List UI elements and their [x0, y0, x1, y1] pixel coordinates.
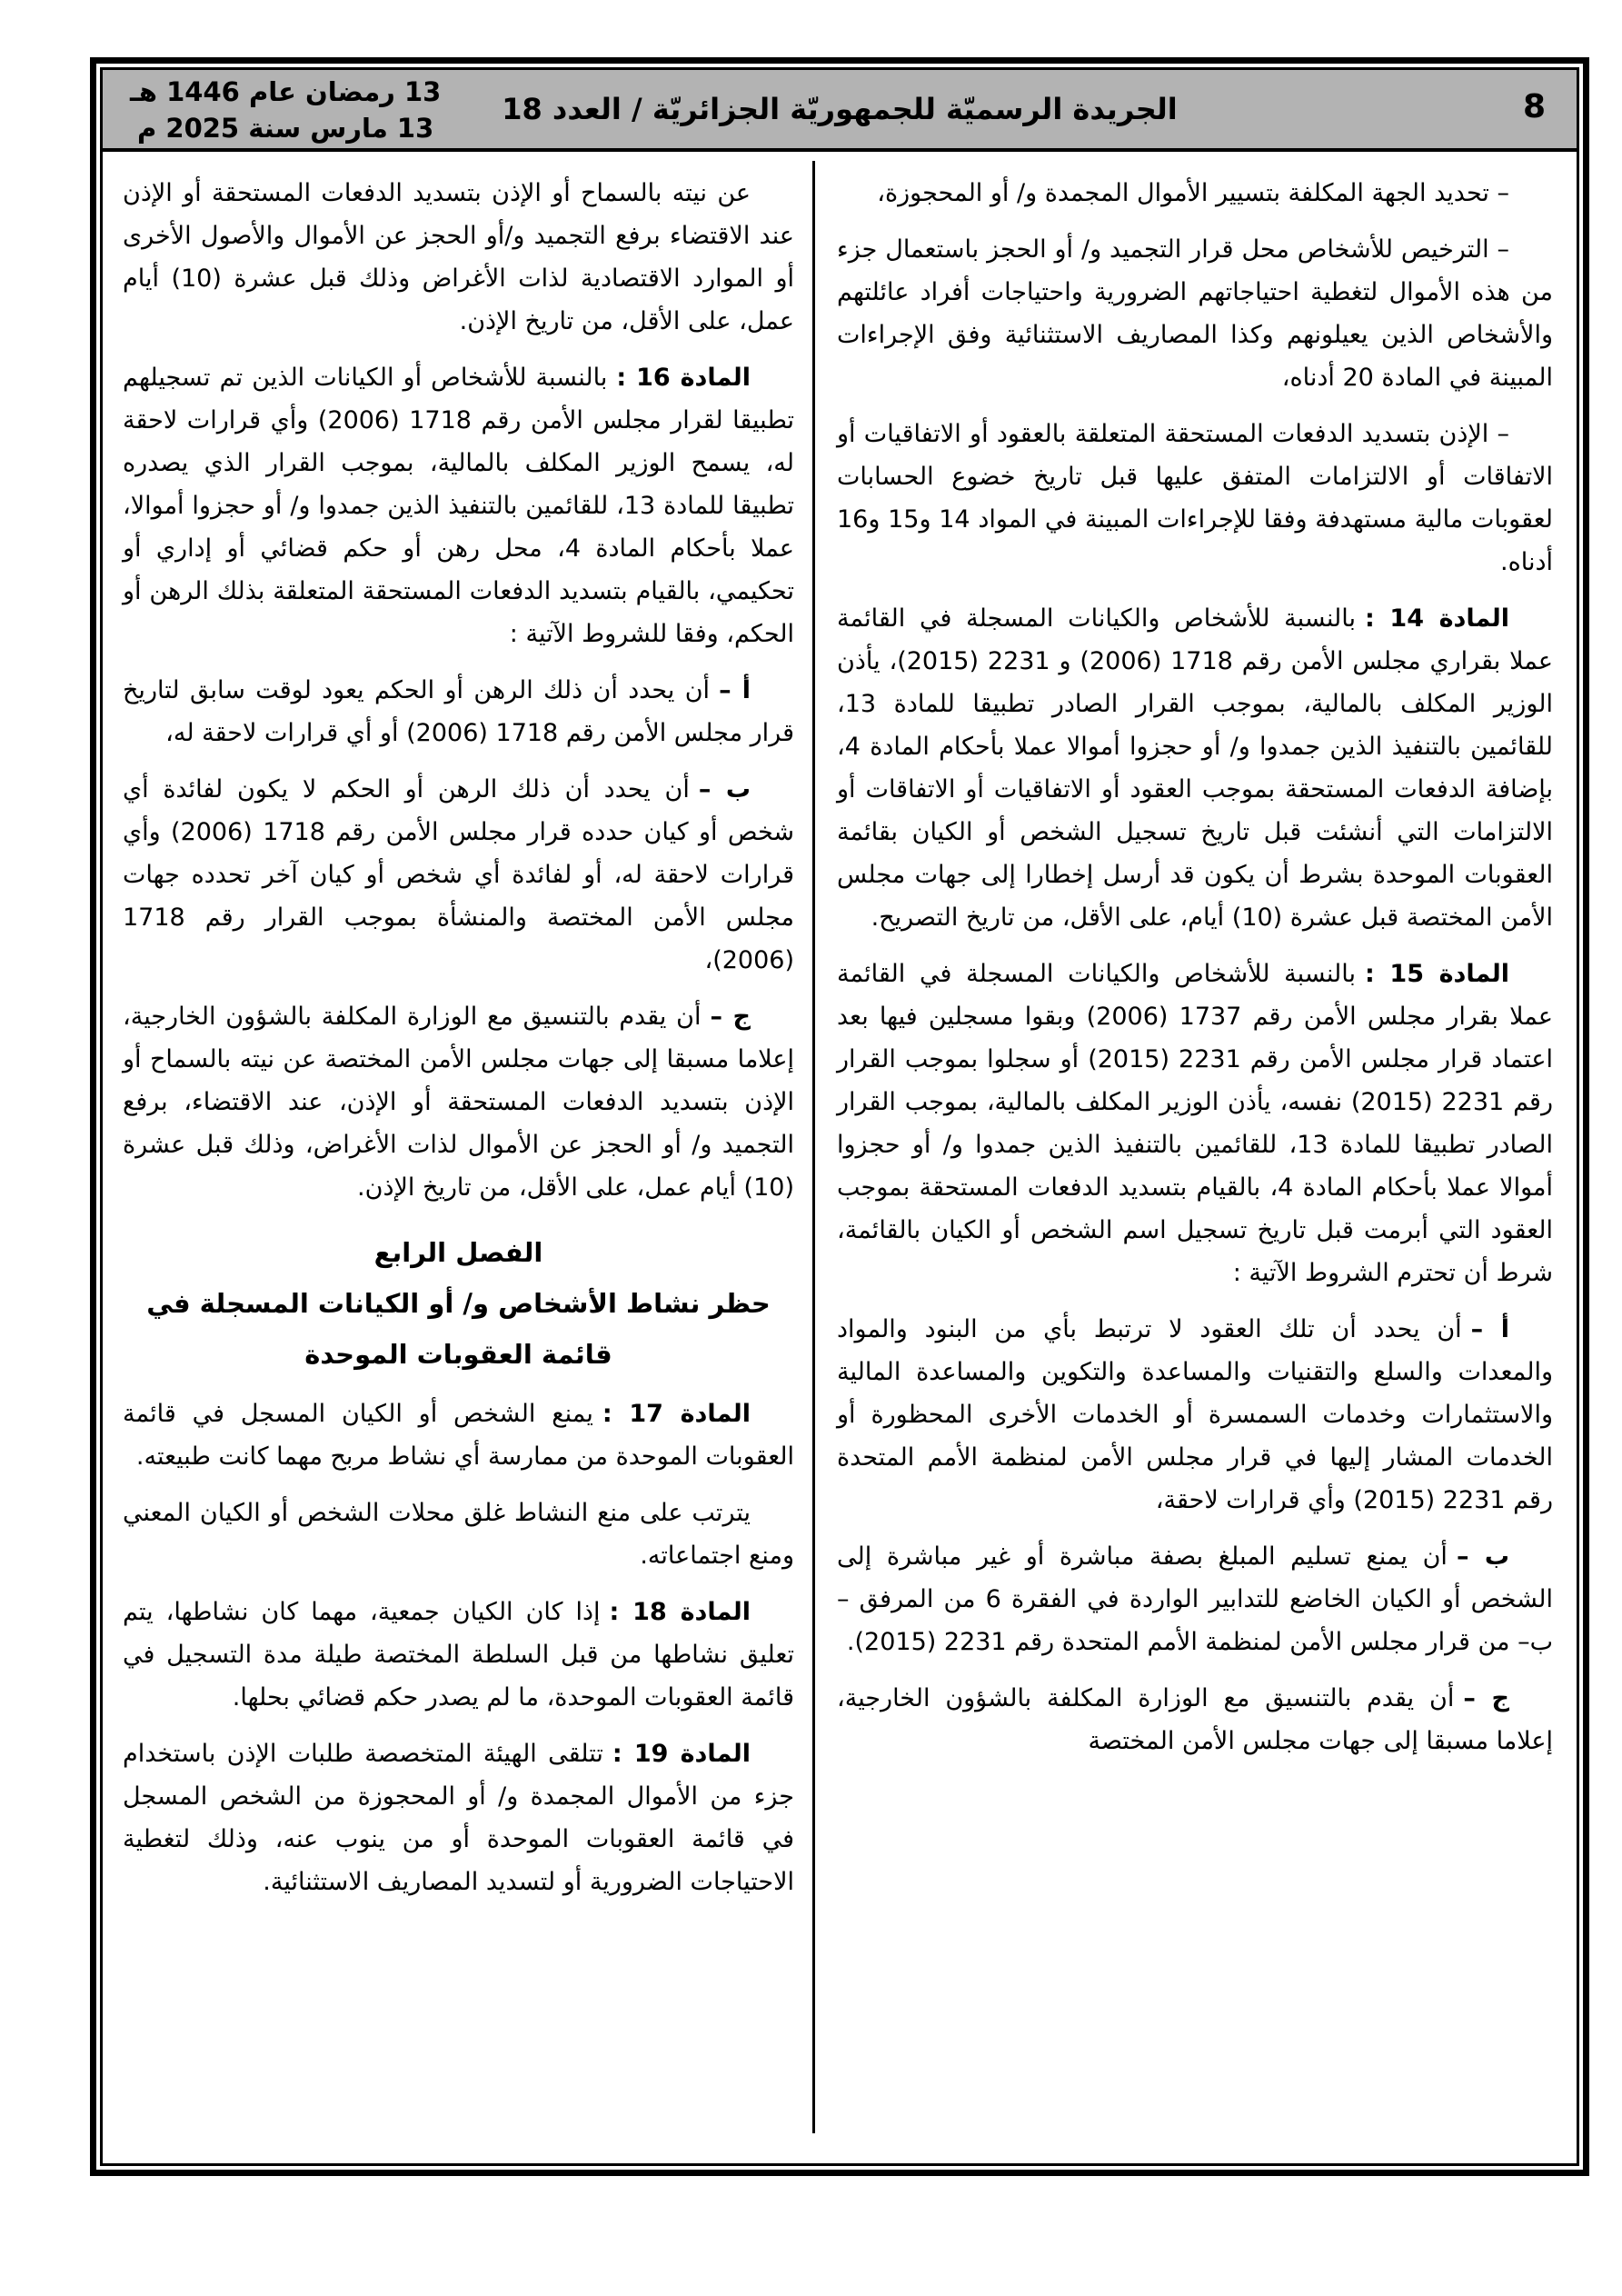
clause-label: أ –	[719, 676, 751, 704]
chapter-heading-line: حظر نشاط الأشخاص و/ أو الكيانات المسجلة في	[146, 1288, 771, 1319]
paragraph-text: أن يقدم بالتنسيق مع الوزارة المكلفة بالشؤون الخارجية، إعلاما مسبقا إلى جهات مجلس الأمن المختصة عن نيته بالسماح أو الإذن بتسديد الدفعات المستحقة أو الإذن، عند الاقتضاء، برفع التجميد و/ أو الحجز عن الأموال لذات الأغراض، وذلك قبل عشرة (10) أيام عمل، على الأقل، من تاريخ الإذن.	[123, 1003, 794, 1202]
column-left	[103, 152, 812, 2163]
article-label: المادة 18 :	[609, 1598, 751, 1626]
clause-c-item	[837, 1677, 1553, 1762]
article-17-paragraph	[123, 1393, 794, 1478]
paragraph-text: يترتب على منع النشاط غلق محلات الشخص أو الكيان المعني ومنع اجتماعاته.	[123, 1499, 794, 1570]
clause-a-item	[837, 1308, 1553, 1522]
plain-paragraph	[123, 1492, 794, 1577]
article-14-paragraph	[837, 597, 1553, 939]
clause-label: أ –	[1470, 1315, 1509, 1343]
gregorian-date: 13 مارس سنة 2025 م	[137, 113, 434, 144]
clause-b-item	[123, 768, 794, 982]
paragraph-text: بالنسبة للأشخاص والكيانات المسجلة في القائمة عملا بقرار مجلس الأمن رقم 1737 (2006) وبقوا مسجلين فيها بعد اعتماد قرار مجلس الأمن رقم 2231 (2015) أو سجلوا بموجب القرار رقم 2231 (2015) نفسه، يأذن الوزير المكلف بالمالية، بموجب القرار الصادر تطبيقا للمادة 13، للقائمين بالتنفيذ الذين جمدوا و/ أو حجزوا أموالا عملا بأحكام المادة 4، بالقيام بتسديد الدفعات المستحقة بموجب العقود التي أبرمت قبل تاريخ تسجيل اسم الشخص أو الكيان بالقائمة، شرط أن تحترم الشروط الآتية :	[837, 960, 1553, 1287]
clause-c-item	[123, 995, 794, 1209]
dash-item	[837, 172, 1553, 215]
chapter-heading	[123, 1227, 794, 1380]
clause-a-item	[123, 669, 794, 754]
paragraph-text: – تحديد الجهة المكلفة بتسيير الأموال المجمدة و/ أو المحجوزة،	[877, 179, 1509, 207]
article-label: المادة 14 :	[1365, 604, 1509, 633]
chapter-heading-line: قائمة العقوبات الموحدة	[304, 1339, 612, 1370]
gazette-title: الجريدة الرسميّة للجمهوريّة الجزائريّة / العدد 18	[502, 92, 1178, 126]
paragraph-text: أن يحدد أن ذلك الرهن أو الحكم لا يكون لفائدة أي شخص أو كيان حدده قرار مجلس الأمن رقم 1718 (2006) وأي قرارات لاحقة له، أو لفائدة أي شخص أو كيان آخر تحدده جهات مجلس الأمن المختصة والمنشأة بموجب القرار رقم 1718 (2006)،	[123, 775, 794, 974]
article-label: المادة 19 :	[612, 1740, 751, 1768]
paragraph-text: بالنسبة للأشخاص والكيانات المسجلة في القائمة عملا بقراري مجلس الأمن رقم 1718 (2006) و 2231 (2015)، يأذن الوزير المكلف بالمالية، بموجب القرار الصادر تطبيقا للمادة 13، للقائمين بالتنفيذ الذين جمدوا و/ أو حجزوا أموالا عملا بأحكام المادة 4، بإضافة الدفعات المستحقة بموجب العقود أو الاتفاقيات أو الاتفاقات أو الالتزامات التي أنشئت قبل تاريخ تسجيل الشخص أو الكيان بقائمة العقوبات الموحدة بشرط أن يكون قد أرسل إخطارا إلى جهات مجلس الأمن المختصة قبل عشرة (10) أيام، على الأقل، من تاريخ التصريح.	[837, 604, 1553, 932]
article-label: المادة 17 :	[602, 1400, 751, 1428]
column-divider	[812, 161, 815, 2133]
paragraph-text: أن يمنع تسليم المبلغ بصفة مباشرة أو غير مباشرة إلى الشخص أو الكيان الخاضع للتدابير الواردة في الفقرة 6 من المرفق –ب– من قرار مجلس الأمن لمنظمة الأمم المتحدة رقم 2231 (2015).	[837, 1542, 1553, 1656]
page-inner-border	[100, 67, 1579, 2166]
clause-label: ج –	[1463, 1684, 1510, 1712]
paragraph-text: يمنع الشخص أو الكيان المسجل في قائمة العقوبات الموحدة من ممارسة أي نشاط مربح مهما كانت طبيعته.	[123, 1400, 794, 1471]
dash-item	[837, 228, 1553, 399]
page-number: 8	[1522, 88, 1546, 125]
paragraph-text: أن يحدد أن تلك العقود لا ترتبط بأي من البنود والمواد والمعدات والسلع والتقنيات والمساعدة والتكوين والمساعدة المالية والاستثمارات وخدمات السمسرة أو الخدمات الأخرى المحظورة أو الخدمات المشار إليها في قرار مجلس الأمن لمنظمة الأمم المتحدة رقم 2231 (2015) وأي قرارات لاحقة،	[837, 1315, 1553, 1514]
gazette-header-bar	[103, 70, 1577, 152]
paragraph-text: – الترخيص للأشخاص محل قرار التجميد و/ أو الحجز باستعمال جزء من هذه الأموال لتغطية احتياجاتهم الضرورية واحتياجات أفراد عائلتهم والأشخاص الذين يعيلونهم وكذا المصاريف الاستثنائية وفق الإجراءات المبينة في المادة 20 أدناه،	[837, 235, 1553, 392]
article-18-paragraph	[123, 1591, 794, 1719]
chapter-heading-line: الفصل الرابع	[373, 1237, 543, 1268]
paragraph-text: – الإذن بتسديد الدفعات المستحقة المتعلقة بالعقود أو الاتفاقيات أو الاتفاقات أو الالتزامات المتفق عليها قبل تاريخ خضوع الحسابات لعقوبات مالية مستهدفة وفقا للإجراءات المبينة في المواد 14 و15 و16 أدناه.	[837, 420, 1553, 576]
clause-b-item	[837, 1535, 1553, 1663]
paragraph-text: إذا كان الكيان جمعية، مهما كان نشاطها، يتم تعليق نشاطها من قبل السلطة المختصة طيلة مدة التسجيل في قائمة العقوبات الموحدة، ما لم يصدر حكم قضائي بحلها.	[123, 1598, 794, 1712]
clause-label: ب –	[698, 775, 751, 804]
column-right	[815, 152, 1577, 2163]
clause-label: ب –	[1456, 1542, 1509, 1571]
dash-item	[837, 413, 1553, 584]
page-frame	[90, 57, 1589, 2176]
paragraph-text: أن يقدم بالتنسيق مع الوزارة المكلفة بالشؤون الخارجية، إعلاما مسبقا إلى جهات مجلس الأمن المختصة	[837, 1684, 1553, 1755]
article-15-paragraph	[837, 953, 1553, 1294]
continuation-paragraph	[123, 172, 794, 343]
paragraph-text: بالنسبة للأشخاص أو الكيانات الذين تم تسجيلهم تطبيقا لقرار مجلس الأمن رقم 1718 (2006) وأي قرارات لاحقة له، يسمح الوزير المكلف بالمالية، بموجب القرار الذي يصدره تطبيقا للمادة 13، للقائمين بالتنفيذ الذين جمدوا و/ أو حجزوا أموالا، عملا بأحكام المادة 4، محل رهن أو حكم قضائي أو إداري أو تحكيمي، بالقيام بتسديد الدفعات المستحقة المتعلقة بذلك الرهن أو الحكم، وفقا للشروط الآتية :	[123, 364, 794, 648]
paragraph-text: أن يحدد أن ذلك الرهن أو الحكم يعود لوقت سابق لتاريخ قرار مجلس الأمن رقم 1718 (2006) أو أي قرارات لاحقة له،	[123, 676, 794, 747]
paragraph-text: تتلقى الهيئة المتخصصة طلبات الإذن باستخدام جزء من الأموال المجمدة و/ أو المحجوزة من الشخص المسجل في قائمة العقوبات الموحدة أو من ينوب عنه، وذلك لتغطية الاحتياجات الضرورية أو لتسديد المصاريف الاستثنائية.	[123, 1740, 794, 1896]
paragraph-text: عن نيته بالسماح أو الإذن بتسديد الدفعات المستحقة أو الإذن عند الاقتضاء برفع التجميد و/أو الحجز عن الأموال والأصول الأخرى أو الموارد الاقتصادية لذات الأغراض وذلك قبل عشرة (10) أيام عمل، على الأقل، من تاريخ الإذن.	[123, 179, 795, 335]
clause-label: ج –	[710, 1003, 751, 1031]
article-19-paragraph	[123, 1732, 794, 1903]
article-label: المادة 16 :	[616, 364, 751, 392]
article-label: المادة 15 :	[1365, 960, 1509, 988]
article-16-paragraph	[123, 356, 794, 655]
hijri-date: 13 رمضان عام 1446 هـ	[130, 76, 442, 107]
page-content	[103, 152, 1577, 2163]
